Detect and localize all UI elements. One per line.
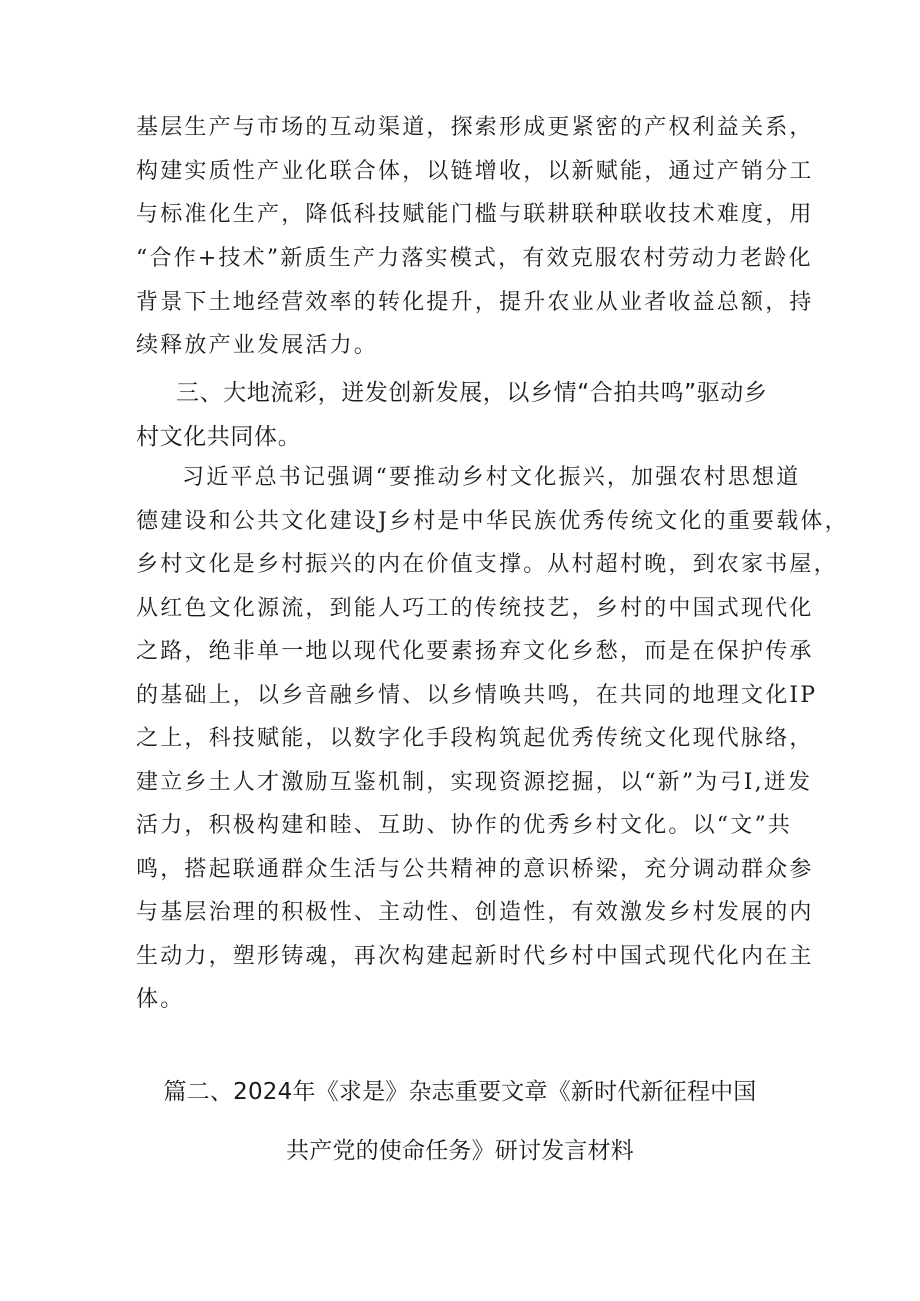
- paragraph-line: 乡村文化是乡村振兴的内在价值支撑。从村超村晚，到农家书屋，: [136, 552, 838, 577]
- paragraph-line: 建立乡土人才激励互鉴机制，实现资源挖掘，以“新”为弓I,迸发: [136, 770, 813, 795]
- paragraph-line: 与标准化生产，降低科技赋能门槛与联耕联种联收技术难度，用: [136, 202, 814, 227]
- title-line: 共产党的使命任务》研讨发言材料: [286, 1138, 634, 1164]
- paragraph-line: 生动力，塑形铸魂，再次构建起新时代乡村中国式现代化内在主: [136, 944, 814, 969]
- paragraph-line: 构建实质性产业化联合体，以链增收，以新赋能，通过产销分工: [136, 159, 814, 184]
- paragraph-line: 德建设和公共文化建设J乡村是中华民族优秀传统文化的重要载体，: [136, 509, 849, 534]
- paragraph-line: 体。: [136, 987, 185, 1012]
- title-line: 篇二、2024年《求是》杂志重要文章《新时代新征程中国: [163, 1079, 757, 1105]
- paragraph-line: 与基层治理的积极性、主动性、创造性，有效激发乡村发展的内: [136, 900, 814, 925]
- paragraph-line: 背景下土地经营效率的转化提升，提升农业从业者收益总额，持: [136, 290, 814, 315]
- heading-line: 三、大地流彩，迸发创新发展，以乡情“合拍共鸣”驱动乡: [176, 380, 768, 406]
- paragraph-line: 习近平总书记强调“要推动乡村文化振兴，加强农村思想道: [182, 465, 801, 490]
- paragraph-line: 的基础上，以乡音融乡情、以乡情唤共鸣，在共同的地理文化IP: [136, 683, 818, 708]
- heading-line: 村文化共同体。: [136, 424, 302, 450]
- paragraph-line: 活力，积极构建和睦、互助、协作的优秀乡村文化。以“文”共: [136, 813, 793, 838]
- paragraph-line: 基层生产与市场的互动渠道，探索形成更紧密的产权利益关系，: [136, 115, 814, 140]
- paragraph-line: 续释放产业发展活力。: [136, 333, 379, 358]
- paragraph-line: 之路，绝非单一地以现代化要素扬弃文化乡愁，而是在保护传承: [136, 639, 814, 664]
- paragraph-line: 鸣，搭起联通群众生活与公共精神的意识桥梁，充分调动群众参: [136, 857, 814, 882]
- paragraph-line: 从红色文化源流，到能人巧工的传统技艺，乡村的中国式现代化: [136, 596, 814, 621]
- paragraph-line: “合作+技术”新质生产力落实模式，有效克服农村劳动力老龄化: [136, 246, 813, 271]
- paragraph-line: 之上，科技赋能，以数字化手段构筑起优秀传统文化现代脉络，: [136, 726, 814, 751]
